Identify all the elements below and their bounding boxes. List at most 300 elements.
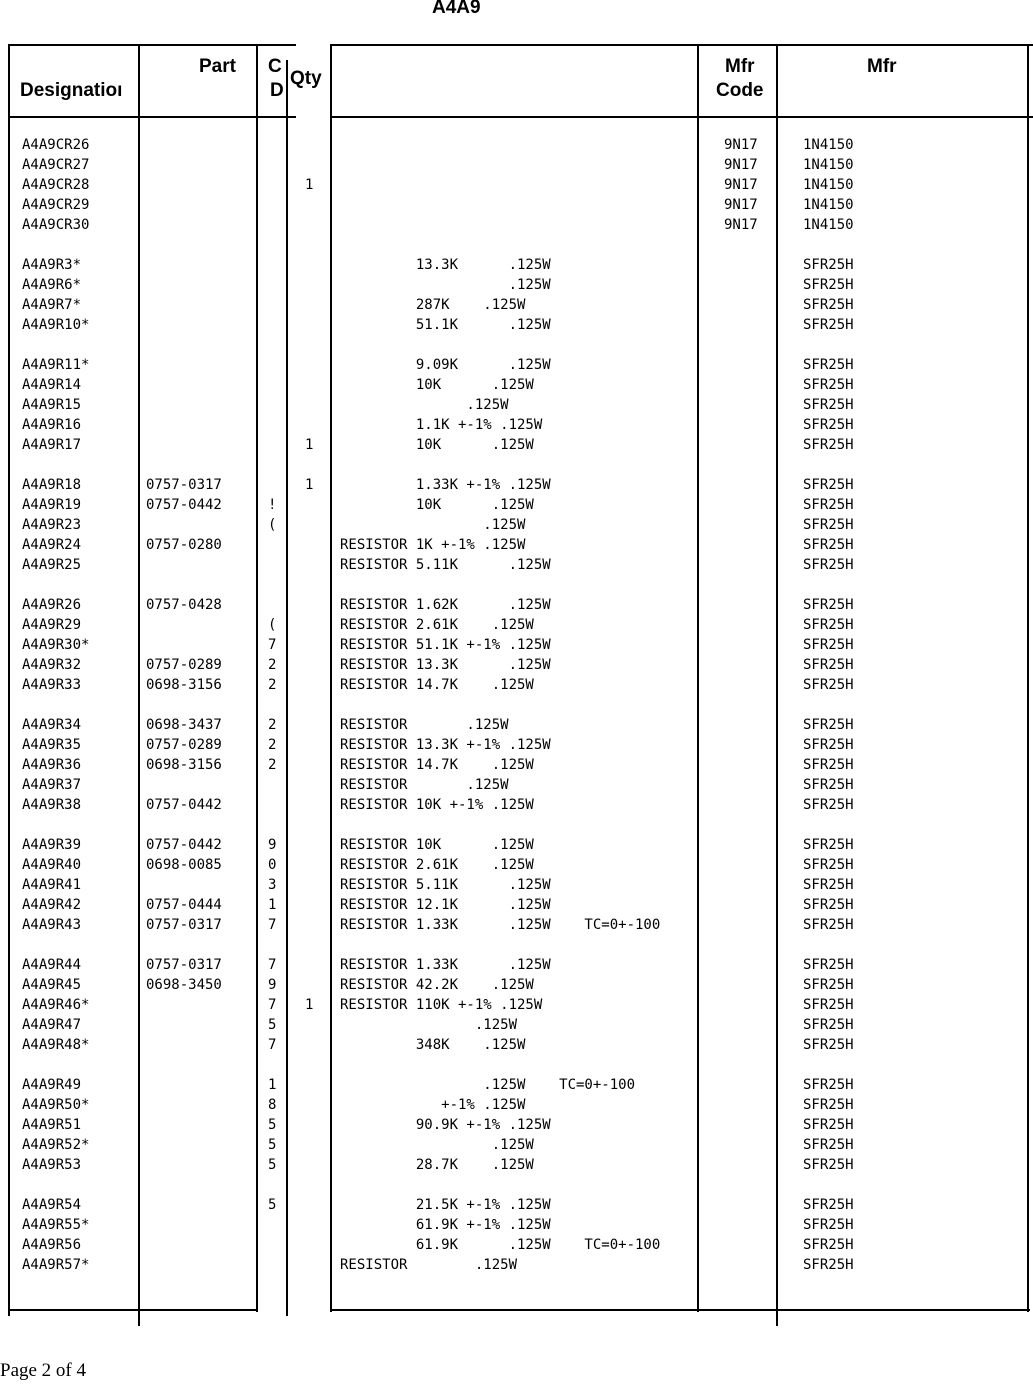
- mfr-part-cell: [803, 815, 1013, 835]
- description-cell: RESISTOR 1K +-1% .125W: [340, 537, 526, 553]
- qty-cell: [305, 255, 325, 275]
- part-number-cell: [146, 1195, 254, 1215]
- designation-cell: A4A9R7*: [22, 297, 82, 313]
- part-column: [146, 135, 254, 1275]
- description-cell: 90.9K +-1% .125W: [340, 1117, 551, 1133]
- cd-cell: [268, 295, 284, 315]
- cd-cell: [268, 695, 284, 715]
- description-cell: [340, 1055, 695, 1075]
- description-cell: .125W: [340, 277, 551, 293]
- designation-cell: A4A9R26: [22, 597, 82, 613]
- designation-cell: A4A9R33: [22, 677, 82, 693]
- cd-cell: [268, 155, 284, 175]
- mfr-part-cell: SFR25H: [803, 397, 854, 413]
- designation-cell: A4A9R48*: [22, 1037, 90, 1053]
- part-number-cell: 0698-3156: [146, 677, 222, 693]
- cd-cell: 5: [268, 1197, 277, 1213]
- description-cell: RESISTOR 42.2K .125W: [340, 977, 534, 993]
- cd-cell: [268, 335, 284, 355]
- mfr-code-cell: [724, 375, 774, 395]
- mfr-part-cell: SFR25H: [803, 957, 854, 973]
- part-number-cell: 0757-0444: [146, 897, 222, 913]
- designation-cell: A4A9R34: [22, 717, 82, 733]
- designation-cell: A4A9R47: [22, 1017, 82, 1033]
- designation-cell: A4A9R14: [22, 377, 82, 393]
- qty-cell: [305, 915, 325, 935]
- designation-cell: A4A9R53: [22, 1157, 82, 1173]
- cd-cell: 5: [268, 1117, 277, 1133]
- cd-cell: [268, 395, 284, 415]
- designation-cell: A4A9R15: [22, 397, 82, 413]
- part-number-cell: [146, 635, 254, 655]
- mfr-part-cell: SFR25H: [803, 677, 854, 693]
- part-number-cell: 0757-0280: [146, 537, 222, 553]
- qty-cell: [305, 1115, 325, 1135]
- description-cell: 21.5K +-1% .125W: [340, 1197, 551, 1213]
- designation-cell: A4A9R52*: [22, 1137, 90, 1153]
- designation-cell: [22, 1175, 138, 1195]
- mfr-code-cell: [724, 515, 774, 535]
- mfr-code-cell: [724, 555, 774, 575]
- part-number-cell: [146, 255, 254, 275]
- qty-column: [305, 135, 325, 1275]
- mfr-part-cell: SFR25H: [803, 897, 854, 913]
- cd-cell: 5: [268, 1137, 277, 1153]
- cd-cell: [268, 315, 284, 335]
- qty-cell: [305, 1015, 325, 1035]
- header-designation: Designatioı: [20, 80, 123, 101]
- mfr-part-cell: SFR25H: [803, 437, 854, 453]
- cd-cell: 7: [268, 957, 277, 973]
- mfr-code-cell: [724, 295, 774, 315]
- description-cell: RESISTOR 14.7K .125W: [340, 757, 534, 773]
- mfr-part-cell: SFR25H: [803, 517, 854, 533]
- mfr-part-cell: SFR25H: [803, 1077, 854, 1093]
- mfr-code-cell: [724, 755, 774, 775]
- cd-cell: [268, 1235, 284, 1255]
- part-number-cell: 0757-0442: [146, 497, 222, 513]
- mfr-part-cell: SFR25H: [803, 297, 854, 313]
- qty-cell: [305, 195, 325, 215]
- part-number-cell: 0757-0317: [146, 917, 222, 933]
- description-cell: RESISTOR 110K +-1% .125W: [340, 997, 543, 1013]
- mfr-code-cell: 9N17: [724, 197, 758, 213]
- cd-cell: (: [268, 517, 277, 533]
- mfr-part-cell: SFR25H: [803, 657, 854, 673]
- mfr-part-cell: SFR25H: [803, 797, 854, 813]
- part-number-cell: [146, 335, 254, 355]
- cd-cell: 5: [268, 1157, 277, 1173]
- mfr-code-cell: [724, 275, 774, 295]
- designation-cell: [22, 1055, 138, 1075]
- qty-cell: [305, 1215, 325, 1235]
- mfr-part-cell: SFR25H: [803, 597, 854, 613]
- designation-cell: A4A9R55*: [22, 1217, 90, 1233]
- mfr-part-cell: SFR25H: [803, 1017, 854, 1033]
- part-number-cell: [146, 1215, 254, 1235]
- mfr-part-cell: SFR25H: [803, 1137, 854, 1153]
- designation-cell: A4A9R42: [22, 897, 82, 913]
- designation-cell: A4A9R29: [22, 617, 82, 633]
- mfr-code-cell: [724, 775, 774, 795]
- part-number-cell: [146, 875, 254, 895]
- mfr-code-cell: [724, 815, 774, 835]
- part-number-cell: 0757-0442: [146, 837, 222, 853]
- qty-cell: [305, 895, 325, 915]
- description-cell: 51.1K .125W: [340, 317, 551, 333]
- part-number-cell: 0698-0085: [146, 857, 222, 873]
- qty-cell: [305, 975, 325, 995]
- part-number-cell: [146, 815, 254, 835]
- designation-cell: A4A9R18: [22, 477, 82, 493]
- mfr-part-cell: SFR25H: [803, 1257, 854, 1273]
- mfr-code-cell: [724, 955, 774, 975]
- qty-cell: [305, 415, 325, 435]
- mfr-code-cell: [724, 1255, 774, 1275]
- cd-cell: !: [268, 497, 277, 513]
- mfr-part-cell: [803, 575, 1013, 595]
- mfr-code-cell: [724, 335, 774, 355]
- mfr-code-cell: [724, 715, 774, 735]
- part-number-cell: [146, 575, 254, 595]
- part-number-cell: [146, 1255, 254, 1275]
- part-number-cell: [146, 615, 254, 635]
- mfr-code-cell: [724, 435, 774, 455]
- designation-cell: [22, 815, 138, 835]
- mfr-part-cell: SFR25H: [803, 837, 854, 853]
- mfr-part-cell: SFR25H: [803, 857, 854, 873]
- designation-cell: A4A9R6*: [22, 277, 82, 293]
- part-number-cell: [146, 1015, 254, 1035]
- qty-cell: 1: [305, 437, 314, 453]
- part-number-cell: [146, 455, 254, 475]
- part-number-cell: [146, 155, 254, 175]
- designation-cell: A4A9R10*: [22, 317, 90, 333]
- description-cell: 287K .125W: [340, 297, 526, 313]
- qty-cell: [305, 235, 325, 255]
- mfr-code-column: [724, 135, 774, 1275]
- mfr-part-cell: SFR25H: [803, 997, 854, 1013]
- description-cell: .125W: [340, 1017, 518, 1033]
- designation-cell: A4A9R11*: [22, 357, 90, 373]
- designation-column: [22, 135, 138, 1275]
- qty-cell: [305, 715, 325, 735]
- mfr-part-cell: [803, 1175, 1013, 1195]
- header-bottom-rule-right: [330, 116, 1033, 118]
- mfr-part-cell: SFR25H: [803, 557, 854, 573]
- mfr-code-cell: [724, 735, 774, 755]
- mfr-code-cell: 9N17: [724, 177, 758, 193]
- mfr-part-cell: SFR25H: [803, 1237, 854, 1253]
- part-number-cell: [146, 1135, 254, 1155]
- mfr-part-cell: SFR25H: [803, 977, 854, 993]
- table-top-rule: [8, 44, 296, 46]
- part-number-cell: 0757-0289: [146, 737, 222, 753]
- description-cell: [340, 335, 695, 355]
- description-cell: [340, 455, 695, 475]
- designation-cell: [22, 695, 138, 715]
- qty-cell: [305, 135, 325, 155]
- cd-cell: 7: [268, 637, 277, 653]
- designation-cell: A4A9CR27: [22, 157, 90, 173]
- cd-cell: 2: [268, 737, 277, 753]
- cd-cell: 9: [268, 837, 277, 853]
- cd-cell: (: [268, 617, 277, 633]
- qty-cell: [305, 1035, 325, 1055]
- mfr-part-cell: SFR25H: [803, 1037, 854, 1053]
- mfr-code-cell: [724, 1235, 774, 1255]
- designation-cell: A4A9R46*: [22, 997, 90, 1013]
- description-cell: RESISTOR 1.33K .125W: [340, 957, 551, 973]
- designation-cell: A4A9R30*: [22, 637, 90, 653]
- table-bottom-rule-right: [330, 1309, 1030, 1311]
- mfr-part-cell: SFR25H: [803, 1097, 854, 1113]
- mfr-code-cell: [724, 975, 774, 995]
- mfr-code-cell: [724, 1035, 774, 1055]
- description-cell: .125W: [340, 1137, 534, 1153]
- mfr-code-cell: 9N17: [724, 217, 758, 233]
- cd-cell: [268, 435, 284, 455]
- qty-cell: [305, 375, 325, 395]
- cd-cell: 1: [268, 897, 277, 913]
- page-title: A4A9: [432, 0, 481, 18]
- designation-cell: A4A9R36: [22, 757, 82, 773]
- mfr-code-cell: [724, 475, 774, 495]
- mfr-code-cell: [724, 1175, 774, 1195]
- mfr-part-column: [803, 135, 1013, 1275]
- cd-cell: [268, 235, 284, 255]
- designation-cell: [22, 575, 138, 595]
- part-number-cell: [146, 775, 254, 795]
- cd-cell: [268, 935, 284, 955]
- cd-cell: 2: [268, 717, 277, 733]
- qty-cell: [305, 955, 325, 975]
- part-number-cell: [146, 295, 254, 315]
- mfr-part-cell: 1N4150: [803, 177, 854, 193]
- mfr-part-cell: SFR25H: [803, 377, 854, 393]
- part-number-cell: [146, 1035, 254, 1055]
- part-number-cell: [146, 135, 254, 155]
- qty-cell: [305, 215, 325, 235]
- mfr-part-cell: SFR25H: [803, 757, 854, 773]
- mfr-part-cell: SFR25H: [803, 877, 854, 893]
- designation-cell: A4A9R54: [22, 1197, 82, 1213]
- part-number-cell: [146, 1175, 254, 1195]
- designation-cell: A4A9R3*: [22, 257, 82, 273]
- designation-cell: A4A9R16: [22, 417, 82, 433]
- mfr-code-cell: [724, 1195, 774, 1215]
- description-cell: RESISTOR 14.7K .125W: [340, 677, 534, 693]
- mfr-code-cell: [724, 575, 774, 595]
- table-bottom-rule: [8, 1309, 258, 1311]
- mfr-part-cell: SFR25H: [803, 1157, 854, 1173]
- mfr-code-cell: [724, 395, 774, 415]
- qty-cell: [305, 595, 325, 615]
- part-number-cell: 0698-3156: [146, 757, 222, 773]
- cd-cell: 9: [268, 977, 277, 993]
- cd-cell: [268, 355, 284, 375]
- qty-cell: [305, 395, 325, 415]
- mfr-part-cell: SFR25H: [803, 737, 854, 753]
- part-number-cell: [146, 375, 254, 395]
- description-cell: 1.1K +-1% .125W: [340, 417, 543, 433]
- col-divider-left: [8, 44, 10, 1316]
- description-cell: [340, 935, 695, 955]
- table-top-rule-right: [330, 44, 1033, 46]
- description-cell: RESISTOR 51.1K +-1% .125W: [340, 637, 551, 653]
- mfr-code-cell: [724, 695, 774, 715]
- cd-cell: [268, 455, 284, 475]
- mfr-code-cell: [724, 995, 774, 1015]
- designation-cell: A4A9CR26: [22, 137, 90, 153]
- mfr-part-cell: SFR25H: [803, 1197, 854, 1213]
- qty-cell: [305, 275, 325, 295]
- qty-cell: [305, 735, 325, 755]
- mfr-part-cell: [803, 235, 1013, 255]
- description-cell: [340, 695, 695, 715]
- part-number-cell: 0757-0289: [146, 657, 222, 673]
- cd-cell: 2: [268, 677, 277, 693]
- cd-cell: [268, 175, 284, 195]
- description-cell: RESISTOR 5.11K .125W: [340, 877, 551, 893]
- qty-cell: [305, 155, 325, 175]
- cd-cell: 5: [268, 1017, 277, 1033]
- mfr-part-cell: SFR25H: [803, 277, 854, 293]
- cd-cell: [268, 1175, 284, 1195]
- mfr-code-cell: [724, 1075, 774, 1095]
- mfr-code-cell: [724, 675, 774, 695]
- qty-cell: 1: [305, 997, 314, 1013]
- description-cell: [340, 195, 695, 215]
- mfr-part-cell: SFR25H: [803, 1217, 854, 1233]
- cd-cell: [268, 135, 284, 155]
- description-cell: [340, 575, 695, 595]
- col-divider-description: [697, 44, 699, 1312]
- designation-cell: A4A9R43: [22, 917, 82, 933]
- mfr-part-cell: SFR25H: [803, 717, 854, 733]
- qty-cell: [305, 1195, 325, 1215]
- description-cell: [340, 235, 695, 255]
- qty-cell: [305, 815, 325, 835]
- description-cell: 348K .125W: [340, 1037, 526, 1053]
- qty-cell: [305, 655, 325, 675]
- description-cell: RESISTOR 2.61K .125W: [340, 857, 534, 873]
- designation-cell: A4A9R57*: [22, 1257, 90, 1273]
- col-divider-cd: [286, 60, 288, 1316]
- designation-cell: A4A9CR29: [22, 197, 90, 213]
- qty-cell: [305, 495, 325, 515]
- cd-cell: [268, 1215, 284, 1235]
- qty-cell: [305, 1135, 325, 1155]
- description-column: [340, 135, 695, 1275]
- mfr-part-cell: SFR25H: [803, 317, 854, 333]
- mfr-code-cell: [724, 455, 774, 475]
- mfr-part-cell: SFR25H: [803, 357, 854, 373]
- part-number-cell: [146, 1155, 254, 1175]
- part-number-cell: 0757-0317: [146, 477, 222, 493]
- designation-cell: A4A9R40: [22, 857, 82, 873]
- part-number-cell: [146, 315, 254, 335]
- cd-cell: 2: [268, 657, 277, 673]
- description-cell: RESISTOR 13.3K +-1% .125W: [340, 737, 551, 753]
- part-number-cell: [146, 395, 254, 415]
- part-number-cell: [146, 1055, 254, 1075]
- mfr-part-cell: SFR25H: [803, 417, 854, 433]
- qty-cell: [305, 855, 325, 875]
- cd-cell: [268, 1255, 284, 1275]
- cd-cell: [268, 415, 284, 435]
- mfr-code-cell: 9N17: [724, 137, 758, 153]
- cd-cell: 2: [268, 757, 277, 773]
- part-number-cell: 0757-0442: [146, 797, 222, 813]
- mfr-code-cell: [724, 935, 774, 955]
- designation-cell: A4A9R44: [22, 957, 82, 973]
- description-cell: RESISTOR 12.1K .125W: [340, 897, 551, 913]
- cd-cell: 7: [268, 917, 277, 933]
- part-number-cell: [146, 415, 254, 435]
- mfr-code-cell: [724, 635, 774, 655]
- description-cell: RESISTOR .125W: [340, 777, 509, 793]
- mfr-code-cell: [724, 835, 774, 855]
- description-cell: RESISTOR 5.11K .125W: [340, 557, 551, 573]
- designation-cell: A4A9R19: [22, 497, 82, 513]
- qty-cell: [305, 295, 325, 315]
- mfr-code-cell: [724, 495, 774, 515]
- part-number-cell: [146, 175, 254, 195]
- mfr-code-cell: [724, 895, 774, 915]
- qty-cell: [305, 1155, 325, 1175]
- designation-cell: [22, 455, 138, 475]
- mfr-part-cell: [803, 335, 1013, 355]
- cd-cell: 8: [268, 1097, 277, 1113]
- designation-cell: A4A9R49: [22, 1077, 82, 1093]
- mfr-code-cell: [724, 915, 774, 935]
- description-cell: .125W: [340, 517, 526, 533]
- header-mfr-code-top: Mfr: [725, 56, 755, 77]
- mfr-part-cell: SFR25H: [803, 497, 854, 513]
- part-number-cell: [146, 435, 254, 455]
- col-divider-qty: [330, 44, 332, 1312]
- designation-cell: A4A9R41: [22, 877, 82, 893]
- mfr-code-cell: [724, 1215, 774, 1235]
- header-qty: Qty: [290, 68, 322, 89]
- part-number-cell: [146, 1115, 254, 1135]
- mfr-code-cell: [724, 1155, 774, 1175]
- cd-cell: [268, 215, 284, 235]
- designation-cell: A4A9R24: [22, 537, 82, 553]
- part-number-cell: [146, 995, 254, 1015]
- header-cd-top: C: [268, 56, 282, 77]
- description-cell: .125W: [340, 397, 509, 413]
- description-cell: .125W TC=0+-100: [340, 1077, 636, 1093]
- cd-column: [268, 135, 284, 1275]
- mfr-part-cell: SFR25H: [803, 777, 854, 793]
- description-cell: RESISTOR .125W: [340, 717, 509, 733]
- col-divider-part: [256, 44, 258, 1312]
- description-cell: 10K .125W: [340, 497, 534, 513]
- qty-cell: [305, 1095, 325, 1115]
- mfr-code-cell: [724, 1115, 774, 1135]
- mfr-part-cell: [803, 935, 1013, 955]
- mfr-code-cell: [724, 415, 774, 435]
- description-cell: RESISTOR 13.3K .125W: [340, 657, 551, 673]
- header-part: Part: [199, 56, 236, 77]
- qty-cell: [305, 1075, 325, 1095]
- cd-cell: [268, 275, 284, 295]
- mfr-code-cell: [724, 595, 774, 615]
- cd-cell: [268, 375, 284, 395]
- cd-cell: [268, 1055, 284, 1075]
